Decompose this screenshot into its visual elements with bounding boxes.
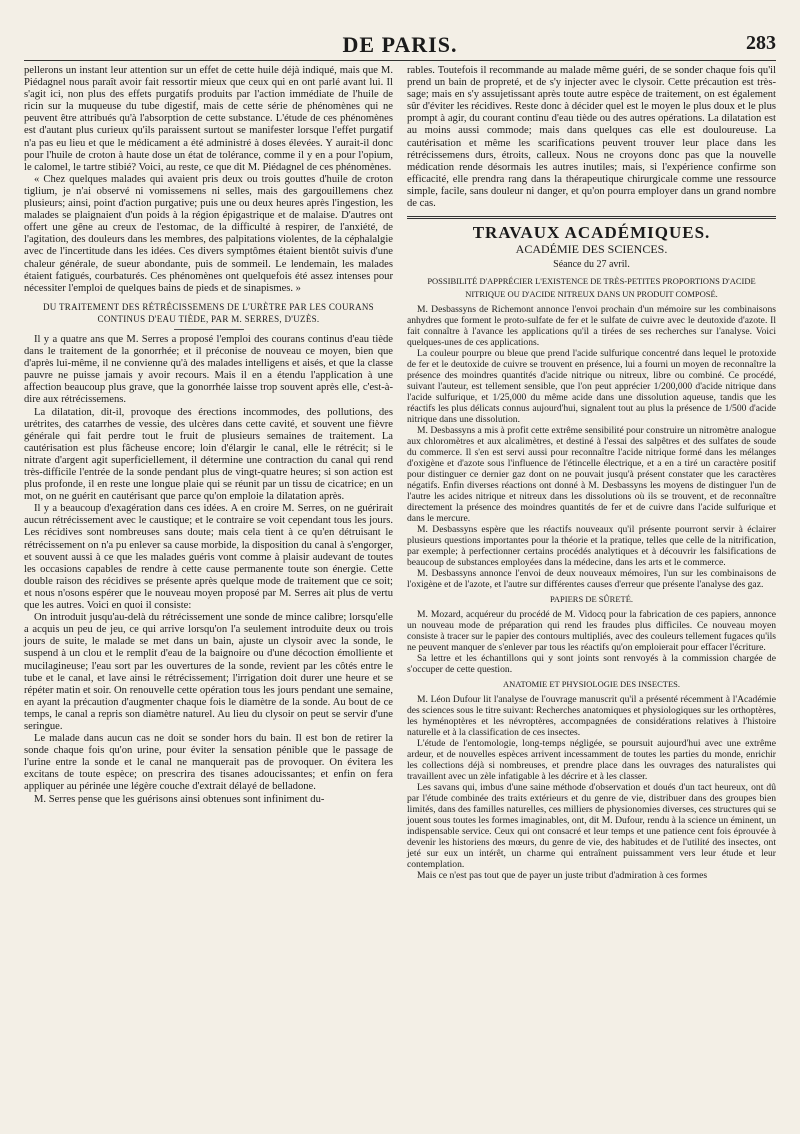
paragraph: M. Desbassyns de Richemont annonce l'envoi prochain d'un mémoire sur les combinaisons anhydres que forment le proto-sulfate de fer et le sulfate de cuivre avec le deutoxide d'azote. Il fait connaître à l'avance les applications qu'il a tirées de ses recherches sur l'analyse. Voici quelques-unes de ces applications.	[407, 303, 776, 348]
paragraph: Il y a beaucoup d'exagération dans ces idées. A en croire M. Serres, on ne guérirait aucun rétrécissement avec le caustique; et le contraire se voit cependant tous les jours. Les récidives sont nombreuses sans doute; mais cela tient à ce qu'en détruisant le rétrécissement on n'a pu enlever sa cause morbide, la disposition du canal à s'engorger, et souvent aussi à ce que les malades guéris vont comme à plaisir audevant de toutes les occasions capables de rendre à cette cause permanente toute son énergie. Cette double raison des récidives se présente après quelque mode de traitement que ce soit; et nous n'osons espérer que le nouveau moyen proposé par M. Serres ait plus de vertu que les autres. Voici en quoi il consiste:	[24, 503, 393, 612]
paragraph: On introduit jusqu'au-delà du rétrécissement une sonde de mince calibre; lorsqu'elle a acquis un peu de jeu, ce qui arrive lorsqu'on l'a seulement introduite deux ou trois jours de suite, le malade se met dans un bain, ajuste un clysoir avec la sonde, le suspend à un clou et le remplit d'eau de la baignoire ou d'une décoction émolliente et mucilagineuse; l'eau sort par les ouvertures de la sonde, revient par les côtés entre le tube et le canal, et lave ainsi le rétrécissement; l'irrigation doit durer une heure et se répéter matin et soir. On renouvelle cette opération tous les jours pendant une semaine, en ayant la précaution d'augmenter chaque fois le diamètre de la sonde. Au bout de ce temps, le canal a repris son diamètre naturel. Au lieu du clysoir on peut se servir d'une seringue.	[24, 612, 393, 732]
page-number: 283	[746, 32, 776, 54]
paragraph: M. Serres pense que les guérisons ainsi obtenues sont infiniment du-	[34, 793, 325, 805]
subsection-title: POSSIBILITÉ D'APPRÉCIER L'EXISTENCE DE TRÈS-PETITES PROPORTIONS D'ACIDE NITRIQUE OU D'ACIDE NITREUX DANS UN PRODUIT COMPOSÉ.	[427, 276, 756, 299]
quote-paragraph: « Chez quelques malades qui avaient pris deux ou trois gouttes d'huile de croton tiglium, je n'ai observé ni vomissemens ni selles, mais des gargouillemens chez plusieurs; ainsi, point d'action purgative; puis une ou deux heures après l'ingestion, les malades se plaignaient d'un poids à la région épigastrique et de malaise. D'autres ont offert une gêne au creux de l'estomac, de la difficulté à respirer, de l'anxiété, de l'agitation, des douleurs dans les membres, des palpitations violentes, de la céphalalgie avec de l'incertitude dans les idées. Ces divers symptômes étaient bientôt suivis d'une chaleur générale, de sueur abondante, puis de sommeil. Le lendemain, les malades étaient fatigués, courbaturés. Ces phénomènes ont quelquefois été assez intenses pour nécessiter l'emploi de quelques bains de pieds et de sinapismes. »	[24, 173, 393, 294]
paragraph: pellerons un instant leur attention sur un effet de cette huile déjà indiqué, mais que M. Piédagnel nous paraît avoir fait ressortir mieux que ceux qui en ont parlé avant lui. Il s'agit ici, non plus des effets purgatifs produits par l'action immédiate de l'huile de ricin sur la muqueuse du tube digestif, mais de cette série de phénomènes qui ne peuvent être attribués qu'à l'absorption de cette substance. L'étude de ces phénomènes est d'autant plus curieux qu'ils paraissent surtout se manifester lorsque l'effet purgatif n'a pas eu lieu et que le médicament a été administré à doses élevées. Y aurait-il donc pour l'huile de croton à haute dose un état de tolérance, comme il y en a pour l'opium, le calomel, le tartre stibié? Voici, au reste, ce que dit M. Piédagnel de ces phénomènes.	[24, 65, 393, 173]
page-header	[24, 30, 776, 61]
paragraph: Mais ce n'est pas tout que de payer un juste tribut d'admiration à ces formes	[417, 869, 708, 881]
paragraph: L'étude de l'entomologie, long-temps négligée, se poursuit aujourd'hui avec une extrême ardeur, et de nouvelles espèces arrivent incessamment de toutes les parties du monde, enrichir les collections déjà si nombreuses, et prendre place dans les ouvrages des naturalistes qui travaillent avec un zèle infatigable à les décrire et à les classer.	[407, 737, 776, 782]
paragraph: Les savans qui, imbus d'une saine méthode d'observation et doués d'un tact heureux, ont dû par l'étude combinée des traits extérieurs et du genre de vie, distribuer dans des groupes bien limités, dans des familles naturelles, ces milliers de physionomies diverses, ces structures qui se jouent sous toutes les formes imaginables, ont, dit M. Dufour, rendu à la science un éminent, un indispensable service. Ceux qui ont consacré et leur temps et une patience cent fois éprouvée à devenir les historiens des mœurs, du genre de vie, des habitudes et de l'utilité des insectes, ont jeté sur eux un intérêt, un charme qui entraînent puissamment vers leur étude et leur contemplation.	[407, 781, 776, 870]
paragraph: Il y a quatre ans que M. Serres a proposé l'emploi des courans continus d'eau tiède dans le traitement de la gonorrhée; et il préconise de nouveau ce moyen, bien que d'après lui-même, il ne convienne qu'à des malades intelligens et aisés, et que la classe pauvre ne puisse jamais y avoir recours. Mais il en a étendu l'application à une affection beaucoup plus grave, que la gonorrhée laisse trop souvent après elle, c'est-à-dire aux rétrécissemens.	[24, 333, 393, 406]
left-column	[24, 65, 393, 881]
paragraph: Le malade dans aucun cas ne doit se sonder hors du bain. Il est bon de retirer la sonde chaque fois qu'on urine, pour éviter la sensation pénible que le passage de l'urine entre la sonde et le canal ne manquerait pas de provoquer. On évitera les excitans de toute espèce; on prescrira des tisanes adoucissantes; et enfin on fera appliquer au périnée une légère couche d'extrait délayé de belladone.	[24, 733, 393, 793]
right-body	[407, 304, 776, 881]
subsection-title: ANATOMIE ET PHYSIOLOGIE DES INSECTES.	[502, 678, 680, 689]
section-title: TRAVAUX ACADÉMIQUES.	[472, 223, 711, 243]
page-title: DE PARIS.	[342, 32, 458, 57]
divider	[174, 329, 244, 330]
paragraph: La couleur pourpre ou bleue que prend l'acide sulfurique concentré dans lequel le protoxide de fer et le deutoxide de cuivre se trouvent en présence, lui a fourni un moyen de reconnaître la présence des moindres quantités d'acide nitrique ou nitreux, libre ou combiné. Ce procédé, suivant l'auteur, est tellement sensible, que l'on peut apprécier 1/200,000 d'acide nitrique dans l'acide sulfurique, et 1/25,000 du même acide dans une dissolution aqueuse, tandis que les réactifs les plus délicats connus aujourd'hui, signalent tout au plus la présence de 1/500 d'acide nitrique dans une dissolution.	[407, 347, 776, 425]
paragraph: M. Desbassyns espère que les réactifs nouveaux qu'il présente pourront servir à éclairer plusieurs questions importantes pour la théorie et la pratique, telles que celle de la nitrification, par exemple; à perfectionner certains procédés analytiques et à découvrir les falsifications de beaucoup de substances employées dans la médecine, dans les arts et le commerce.	[407, 523, 776, 568]
section-divider	[407, 216, 776, 219]
session-date: Séance du 27 avril.	[553, 259, 630, 271]
right-column	[407, 65, 776, 881]
paragraph: M. Mozard, acquéreur du procédé de M. Vidocq pour la fabrication de ces papiers, annonce un nouveau mode de préparation qui rend les fraudes plus difficiles. Ce nouveau moyen consiste à tracer sur le papier des contours multipliés, avec des couleurs tellement fugaces qu'ils ne peuvent manquer de s'enlever par tous les réactifs qu'on emploierait pour effacer l'écriture.	[407, 608, 776, 653]
paragraph: M. Léon Dufour lit l'analyse de l'ouvrage manuscrit qu'il a présenté récemment à l'Académie des sciences sous le titre suivant: Recherches anatomiques et physiologiques sur les orthoptères, les hyménoptères et les névroptères, accompagnées de considérations relatives à l'histoire naturelle et à la classification de ces insectes.	[407, 693, 777, 738]
paragraph: rables. Toutefois il recommande au malade même guéri, de se sonder chaque fois qu'il prend un bain de propreté, et de s'y injecter avec le clysoir. Cette précaution est très-sage; mais en s'y assujetissant après toute autre espèce de traitement, on est également sûr d'éviter les récidives. Reste donc à décider quel est le moyen le plus doux et le plus prompt à agir, du courant continu d'eau tiède ou des autres opérations. La dilatation est au moins aussi commode; mais dans quelques cas elle est douloureuse. La cautérisation et même les scarifications peuvent trouver leur place dans les rétrécissemens durs, étroits, calleux. Nous ne croyons donc pas que la nouvelle médication rende désormais les autres inutiles; mais, si l'expérience confirme son efficacité, elle prendra rang dans la thérapeutique chirurgicale comme une ressource simple, facile, sans douleur ni danger, et qu'on pourra employer dans un grand nombre de cas.	[407, 65, 776, 210]
paragraph: La dilatation, dit-il, provoque des érections incommodes, des pollutions, des urétrites, des catarrhes de vessie, des ulcères dans cette cavité, et souvent une fièvre générale qui fait perdre tout le fruit de plusieurs semaines de traitement. La cautérisation est plus fâcheuse encore; loin d'élargir le canal, elle le rétrécit; si le nitrate d'argent agit superficiellement, il détermine une contraction du canal qui rend très-difficile l'entrée de la sonde pendant plus de vingt-quatre heures; si son action est plus profonde, il en reste une longue plaie qui se réunit par un tissu de cicatrice; en un mot, on ne guérit en cautérisant que parce qu'on emploie la dilatation après.	[24, 406, 393, 503]
paragraph: Sa lettre et les échantillons qui y sont joints sont renvoyés à la commission chargée de s'occuper de cette question.	[407, 652, 776, 675]
academy-title: ACADÉMIE DES SCIENCES.	[515, 242, 668, 257]
article-title: DU TRAITEMENT DES RÉTRÉCISSEMENS DE L'URÈTRE PAR LES COURANS CONTINUS D'EAU TIÈDE, PAR M. SERRES, D'UZÈS.	[43, 301, 374, 324]
paragraph: M. Desbassyns annonce l'envoi de deux nouveaux mémoires, l'un sur les combinaisons de l'oxigène et de l'azote, et l'autre sur différentes causes d'erreur que présente l'analyse des gaz.	[407, 567, 776, 590]
columns	[24, 65, 776, 881]
subsection-title: PAPIERS DE SÛRETÉ.	[549, 593, 634, 604]
paragraph: M. Desbassyns a mis à profit cette extrême sensibilité pour construire un nitromètre analogue aux chloromètres et aux alcalimètres, et destiné à l'essai des salpêtres et des sulfates de soude du commerce. Il s'en est servi aussi pour reconnaître l'acide nitrique formé dans les mélanges d'oxigène et d'azote sous l'influence de l'étincelle électrique, et a en a tiré un caractère positif pour distinguer ce dernier gaz dont on ne pouvait jusqu'à présent constater que les caractères négatifs. Enfin diverses réactions ont donné à M. Desbassyns les moyens de distinguer l'un de l'autre les acides nitrique et nitreux dans les dissolutions où ils se trouvent, et de reconnaître directement la présence des moindres quantités de fer et de cuivre dans l'acide sulfurique et dans le mercure.	[407, 424, 776, 524]
